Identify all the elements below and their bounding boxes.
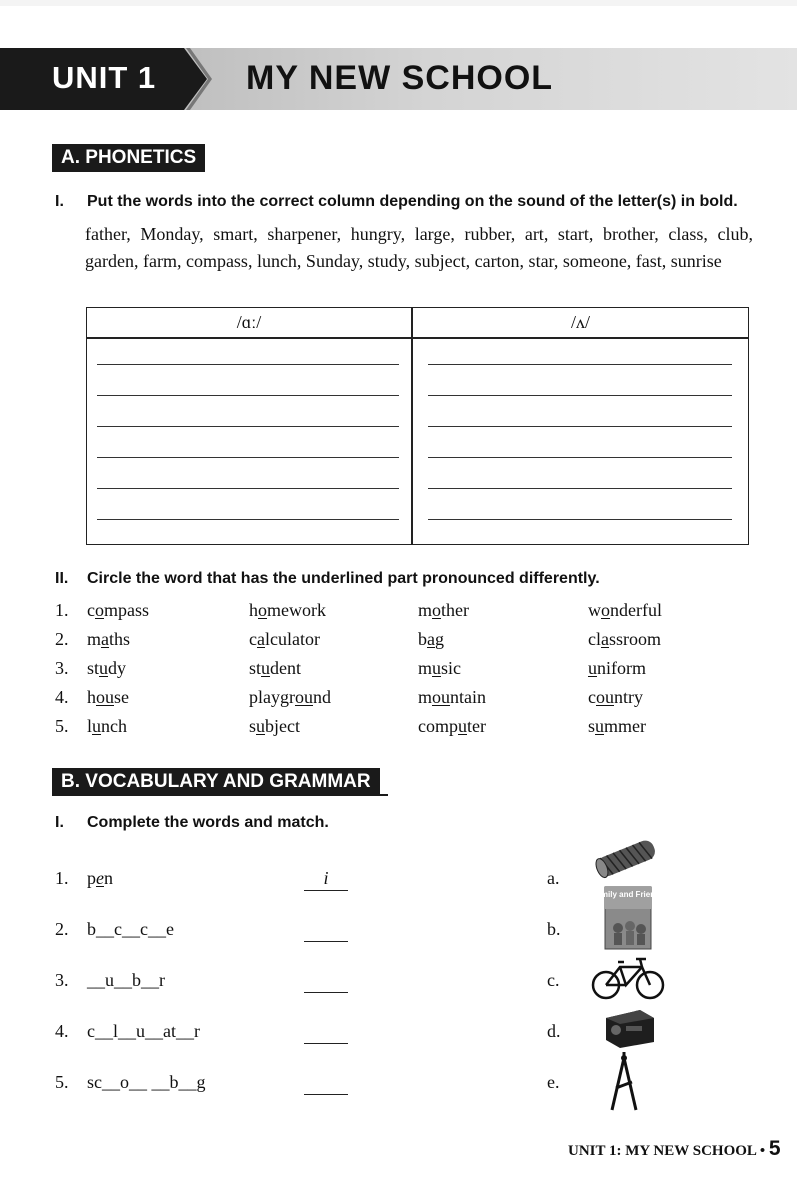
write-line[interactable] [428,488,732,489]
circle-word[interactable]: bag [418,629,444,649]
match-word: b__c__c__e [87,919,174,939]
match-number: 2. [55,919,69,939]
task-a2-instruction: Circle the word that has the underlined part pronounced differently. [87,570,600,587]
task-b1-number: I. [55,814,64,831]
circle-row-number: 4. [55,687,69,707]
match-answer-blank[interactable] [304,970,348,993]
table-column-divider [411,308,413,544]
match-answer-blank[interactable]: i [304,868,348,891]
write-line[interactable] [428,395,732,396]
circle-word[interactable]: playground [249,687,331,707]
top-edge [0,0,797,6]
write-line[interactable] [97,426,399,427]
footer-text: UNIT 1: MY NEW SCHOOL • [568,1143,766,1159]
circle-word[interactable]: subject [249,716,300,736]
chevron-right-icon [176,48,212,110]
task-b1-instruction: Complete the words and match. [87,814,329,831]
write-line[interactable] [97,395,399,396]
write-line[interactable] [97,457,399,458]
bicycle-icon [590,955,666,1001]
unit-header [0,48,797,110]
circle-word[interactable]: compass [87,600,149,620]
match-letter: a. [547,868,560,888]
circle-word[interactable]: study [87,658,127,678]
task-a2-number: II. [55,570,69,587]
circle-row-number: 2. [55,629,69,649]
table-header-divider [87,337,748,339]
circle-word[interactable]: homework [249,600,326,620]
circle-word[interactable]: mountain [418,687,487,707]
match-answer-blank[interactable] [304,1072,348,1095]
match-number: 1. [55,868,69,888]
write-line[interactable] [428,426,732,427]
circle-word[interactable]: house [87,687,129,707]
book-cover-title: Family and Friends [591,890,665,899]
circle-word[interactable]: computer [418,716,486,736]
section-b-label: B. VOCABULARY AND GRAMMAR [52,768,380,796]
match-letter: b. [547,919,561,939]
write-line[interactable] [428,519,732,520]
circle-word[interactable]: music [418,658,462,678]
table-header-aa: /ɑː/ [236,312,262,332]
match-word: sc__o__ __b__g [87,1072,206,1092]
circle-word[interactable]: mother [418,600,469,620]
circle-word[interactable]: student [249,658,302,678]
sharpener-icon [600,1004,658,1050]
section-a-label: A. PHONETICS [52,144,205,172]
match-number: 4. [55,1021,69,1041]
circle-word[interactable]: classroom [588,629,662,649]
page-number: 5 [768,1137,781,1160]
circle-word[interactable]: country [588,687,643,707]
circle-word[interactable]: maths [87,629,131,649]
circle-row-number: 3. [55,658,69,678]
circle-word[interactable]: lunch [87,716,128,736]
page-footer [568,1137,781,1161]
circle-row-number: 1. [55,600,69,620]
unit-label: UNIT 1 [52,60,157,95]
match-letter: e. [547,1072,560,1092]
match-letter: c. [547,970,560,990]
write-line[interactable] [97,519,399,520]
section-b-rule [52,794,388,796]
match-number: 3. [55,970,69,990]
write-line[interactable] [428,457,732,458]
match-word: c__l__u__at__r [87,1021,200,1041]
match-word: pen [87,868,113,888]
task-a1-instruction: Put the words into the correct column depending on the sound of the letter(s) in bold. [87,193,738,210]
write-line[interactable] [97,488,399,489]
match-word: __u__b__r [87,970,165,990]
circle-word[interactable]: wonderful [588,600,662,620]
write-line[interactable] [97,364,399,365]
match-answer-blank[interactable] [304,1021,348,1044]
match-letter: d. [547,1021,561,1041]
circle-word[interactable]: uniform [588,658,646,678]
task-a1-number: I. [55,193,64,210]
match-number: 5. [55,1072,69,1092]
circle-word[interactable]: calculator [249,629,320,649]
write-line[interactable] [428,364,732,365]
match-answer-blank[interactable] [304,919,348,942]
book-icon [591,886,665,950]
table-header-uh: /ʌ/ [570,312,590,332]
pencil-case-icon [592,836,662,880]
section-a-rule [52,170,202,172]
circle-word[interactable]: summer [588,716,647,736]
compass-icon [604,1052,644,1114]
unit-title: MY NEW SCHOOL [246,59,554,97]
circle-row-number: 5. [55,716,69,736]
word-list: father, Monday, smart, sharpener, hungry, large, rubber, art, start, brother, class, club, garden, farm, compass, lunch, Sunday, study, subject, carton, star, someone, fast, sunrise [85,224,753,271]
